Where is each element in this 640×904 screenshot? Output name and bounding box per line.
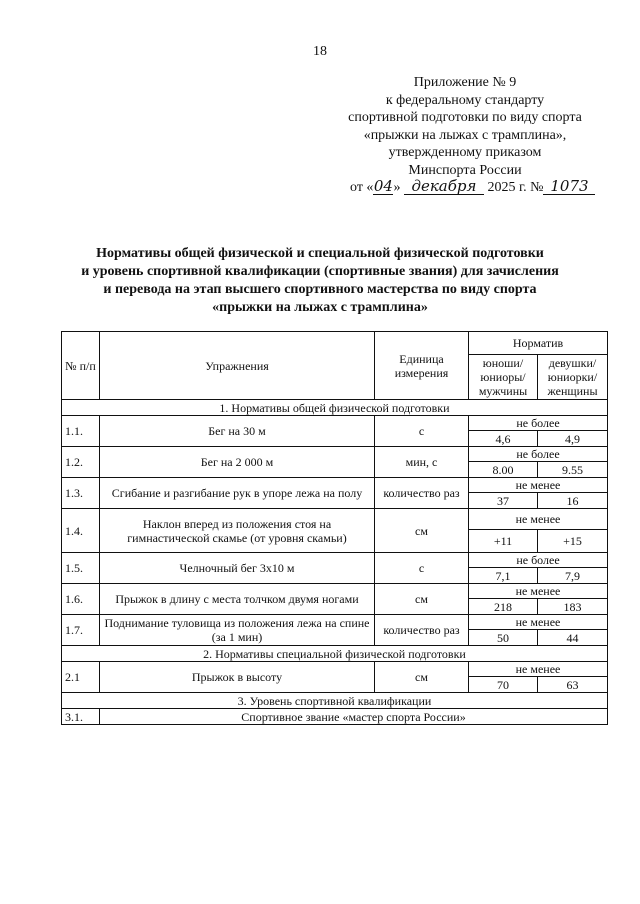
handwritten-day: 04 [373, 177, 393, 195]
section-title-row [62, 400, 608, 416]
row-exercise: Челночный бег 3х10 м [100, 553, 375, 584]
appendix-line: Приложение № 9 [413, 75, 517, 90]
row-unit: количество раз [375, 478, 469, 509]
row-exercise: Прыжок в длину с места толчком двумя ногами [100, 584, 375, 615]
appendix-line: к федеральному стандарту [385, 92, 545, 108]
appendix-header [340, 74, 590, 179]
table-row [62, 584, 608, 599]
row-num: 1.3. [62, 478, 100, 509]
section-title-row [62, 646, 608, 662]
appendix-line: спортивной подготовки по виду спорта [348, 110, 582, 125]
row-num: 1.4. [62, 509, 100, 553]
row-girls-value: 63 [538, 677, 608, 693]
row-condition: не более [469, 416, 608, 431]
row-num: 1.6. [62, 584, 100, 615]
appendix-line: «прыжки на лыжах с трамплина», [363, 127, 567, 143]
table-row [62, 509, 608, 530]
row-num: 1.5. [62, 553, 100, 584]
row-unit: см [375, 584, 469, 615]
appendix-line: Минспорта России [408, 162, 522, 178]
row-condition: не более [469, 553, 608, 568]
row-boys-value: 8.00 [469, 462, 538, 478]
row-num: 2.1 [62, 662, 100, 693]
row-unit: см [375, 662, 469, 693]
row-girls-value: 183 [538, 599, 608, 615]
header-unit: Единица измерения [375, 332, 469, 400]
row-num: 3.1. [62, 709, 100, 725]
row-girls-value: 4,9 [538, 431, 608, 447]
row-condition: не менее [469, 478, 608, 493]
row-boys-value: 7,1 [469, 568, 538, 584]
row-unit: мин, с [375, 447, 469, 478]
handwritten-number: 1073 [543, 179, 595, 195]
header-num: № п/п [62, 332, 100, 400]
appendix-line: утвержденному приказом [388, 145, 542, 160]
section-title: 1. Нормативы общей физической подготовки [62, 400, 608, 416]
title-line: «прыжки на лыжах с трамплина» [212, 300, 428, 315]
table-row [62, 615, 608, 630]
table-row [62, 478, 608, 493]
table-row [62, 447, 608, 462]
row-exercise: Бег на 30 м [100, 416, 375, 447]
header-boys: юноши/ юниоры/ мужчины [469, 355, 538, 400]
row-girls-value: 16 [538, 493, 608, 509]
row-boys-value: +11 [469, 530, 538, 553]
row-boys-value: 4,6 [469, 431, 538, 447]
row-girls-value: +15 [538, 530, 608, 553]
row-condition: не более [469, 447, 608, 462]
section-title: 2. Нормативы специальной физической подготовки [62, 646, 608, 662]
page-number: 18 [313, 44, 327, 59]
header-norm: Норматив [469, 332, 608, 355]
row-exercise: Сгибание и разгибание рук в упоре лежа на полу [100, 478, 375, 509]
row-boys-value: 218 [469, 599, 538, 615]
row-unit: с [375, 553, 469, 584]
row-condition: не менее [469, 584, 608, 599]
row-num: 1.1. [62, 416, 100, 447]
handwritten-month: декабря [404, 179, 484, 195]
row-num: 1.7. [62, 615, 100, 646]
order-date-line [350, 179, 630, 196]
section-title-row [62, 693, 608, 709]
row-boys-value: 37 [469, 493, 538, 509]
row-rank: Спортивное звание «мастер спорта России» [100, 709, 608, 725]
row-boys-value: 70 [469, 677, 538, 693]
header-row [62, 332, 608, 355]
row-unit: см [375, 509, 469, 553]
row-condition: не менее [469, 509, 608, 530]
date-mid: » [393, 180, 401, 195]
table-row [62, 662, 608, 677]
title-line: и уровень спортивной квалификации (спортивные звания) для зачисления [81, 264, 559, 279]
row-girls-value: 44 [538, 630, 608, 646]
row-exercise: Поднимание туловища из положения лежа на спине (за 1 мин) [100, 615, 375, 646]
date-year: 2025 г. № [487, 180, 544, 195]
date-prefix: от « [350, 180, 374, 195]
row-num: 1.2. [62, 447, 100, 478]
row-condition: не менее [469, 615, 608, 630]
row-exercise: Бег на 2 000 м [100, 447, 375, 478]
row-girls-value: 9.55 [538, 462, 608, 478]
row-girls-value: 7,9 [538, 568, 608, 584]
table-row [62, 709, 608, 725]
section-title: 3. Уровень спортивной квалификации [62, 693, 608, 709]
row-condition: не менее [469, 662, 608, 677]
title-line: и перевода на этап высшего спортивного мастерства по виду спорта [103, 282, 537, 297]
row-exercise: Наклон вперед из положения стоя на гимнастической скамье (от уровня скамьи) [100, 509, 375, 553]
row-unit: с [375, 416, 469, 447]
row-boys-value: 50 [469, 630, 538, 646]
table-row [62, 416, 608, 431]
header-girls: девушки/ юниорки/ женщины [538, 355, 608, 400]
row-unit: количество раз [375, 615, 469, 646]
row-exercise: Прыжок в высоту [100, 662, 375, 693]
table-row [62, 553, 608, 568]
norms-table [61, 331, 608, 725]
document-title [40, 245, 600, 317]
title-line: Нормативы общей физической и специальной физической подготовки [96, 246, 544, 261]
header-exercise: Упражнения [100, 332, 375, 400]
